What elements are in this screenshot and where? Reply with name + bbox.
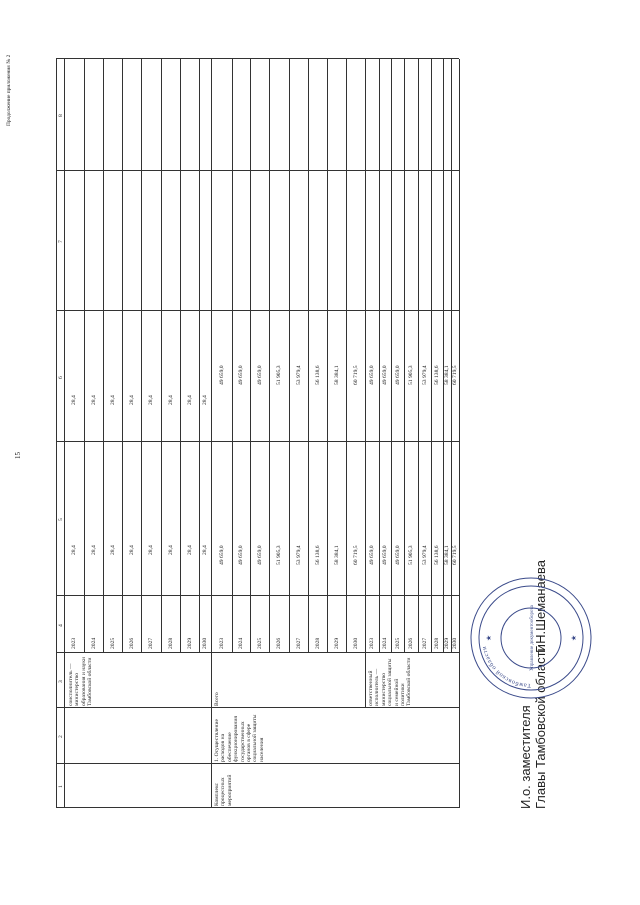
block2-total-col6-cell: 51 905,3	[276, 365, 282, 385]
block2-total-sum-cell: 49 659,0	[256, 545, 263, 565]
block2-total-col6-cell: 53 979,4	[295, 365, 302, 385]
block2-col-divider	[211, 652, 459, 653]
block1-row-line	[180, 59, 181, 653]
block1-year-cell: 2023	[71, 637, 77, 649]
coexecutor-cell: соисполнитель — министерство образования и науки Тамбовской области	[68, 657, 94, 706]
block1-col5-cell: 28,4	[167, 395, 174, 405]
block2-exec-sum-cell: 53 979,4	[421, 545, 428, 565]
block2-exec-col6-cell: 56 138,6	[434, 365, 440, 385]
block2-exec-year-cell: 2028	[434, 637, 440, 649]
block1-col-divider	[64, 763, 211, 764]
block1-col5-cell: 28,4	[71, 395, 77, 405]
block2-row-line	[250, 59, 251, 653]
page-number: 15	[14, 452, 22, 459]
block1-col-divider	[64, 595, 211, 596]
block1-col5-cell: 28,4	[109, 395, 116, 405]
block2-total-col6-cell: 49 659,0	[218, 365, 225, 385]
block2-row-line	[232, 59, 233, 653]
seal-outer-text: Тамбовской области	[480, 645, 532, 690]
block1-year-cell: 2026	[128, 637, 135, 649]
block2-total-col6-cell: 58 384,1	[333, 365, 340, 385]
seal-inner-text: Управление документооборота	[530, 605, 535, 671]
block2-total-col6-cell: 49 659,0	[256, 365, 263, 385]
column-number-1: 1	[58, 785, 64, 788]
block1-row-line	[84, 59, 85, 653]
block2-total-year-cell: 2029	[333, 637, 340, 649]
table-border-left	[56, 807, 459, 808]
block2-exec-sum-cell: 51 905,3	[408, 545, 414, 565]
block2-row-line	[289, 59, 290, 653]
block2-row-line	[327, 59, 328, 653]
block2-row-line	[379, 59, 380, 653]
header-col-divider	[56, 707, 64, 708]
block1-col-divider	[64, 170, 211, 171]
block1-col-divider	[64, 707, 211, 708]
block2-exec-sum-cell: 49 659,0	[394, 545, 401, 565]
block1-year-cell: 2028	[167, 637, 174, 649]
block2-total-sum-cell: 60 719,5	[352, 545, 359, 565]
block1-col5-cell: 28,4	[90, 395, 97, 405]
block2-total-year-cell: 2027	[295, 637, 302, 649]
block1-total-cell: 28,4	[202, 545, 208, 555]
block2-exec-year-cell: 2029	[444, 637, 450, 649]
header-col-divider	[56, 310, 64, 311]
block2-total-sum-cell: 56 138,6	[314, 545, 321, 565]
block2-col-divider	[211, 595, 459, 596]
total-label-cell: Всего	[214, 692, 220, 706]
block2-exec-sum-cell: 49 659,0	[382, 545, 388, 565]
table-border-top	[56, 59, 57, 808]
block2-exec-year-cell: 2026	[408, 637, 414, 649]
block1-row-line	[103, 59, 104, 653]
block2-row-line	[418, 59, 419, 653]
block2-row-line	[269, 59, 270, 653]
header-col-divider	[56, 652, 64, 653]
header-col-divider	[56, 441, 64, 442]
block2-total-year-cell: 2024	[238, 637, 244, 649]
block1-year-cell: 2025	[109, 637, 116, 649]
block1-row-line	[141, 59, 142, 653]
block2-exec-sum-cell: 49 659,0	[369, 545, 375, 565]
block2-col-divider	[211, 170, 459, 171]
block2-total-sum-cell: 58 384,1	[333, 545, 340, 565]
block2-col-divider	[211, 310, 459, 311]
header-col-divider	[56, 170, 64, 171]
block1-col5-cell: 28,4	[128, 395, 135, 405]
block2-total-year-cell: 2023	[218, 637, 225, 649]
column-number-7: 7	[58, 240, 64, 243]
measure-description-cell: 1. Осуществление расходов на обеспечение функционирования государственных органов в сфере социальной защиты населения	[214, 714, 265, 762]
block2-exec-col6-cell: 49 659,0	[382, 365, 388, 385]
block-divider	[211, 59, 212, 808]
block2-group-divider	[365, 59, 366, 708]
block2-exec-sum-cell: 56 138,6	[434, 545, 440, 565]
block2-exec-sum-cell: 58 384,1	[444, 545, 450, 565]
column-number-4: 4	[58, 624, 64, 627]
block1-year-cell: 2027	[148, 637, 154, 649]
block1-year-cell: 2029	[186, 637, 193, 649]
block2-exec-sum-cell: 60 719,5	[452, 545, 458, 565]
signature-title-line2: Главы Тамбовской области	[533, 644, 548, 809]
seal-star-top: ★	[485, 634, 493, 642]
block2-total-sum-cell: 51 905,3	[276, 545, 282, 565]
block2-exec-col6-cell: 51 905,3	[408, 365, 414, 385]
block1-col-divider	[64, 441, 211, 442]
block1-col-divider	[64, 310, 211, 311]
block2-total-year-cell: 2026	[276, 637, 282, 649]
column-number-3: 3	[58, 680, 64, 683]
block2-row-line	[431, 59, 432, 653]
responsible-executor-cell: ответственный исполнитель — министерство социальной защиты и семейной политики Тамбовской области	[368, 657, 413, 706]
table-border-right	[56, 58, 459, 59]
block2-exec-year-cell: 2024	[382, 637, 388, 649]
block1-total-cell: 28,4	[186, 545, 193, 555]
block1-total-cell: 28,4	[128, 545, 135, 555]
block2-exec-year-cell: 2025	[394, 637, 401, 649]
block2-col-divider	[211, 441, 459, 442]
header-col-divider	[56, 763, 64, 764]
block1-year-cell: 2024	[90, 637, 97, 649]
block1-total-cell: 28,4	[90, 545, 97, 555]
table-border-bottom	[459, 59, 460, 808]
block2-total-col6-cell: 60 719,5	[352, 365, 359, 385]
block2-exec-col6-cell: 53 979,4	[421, 365, 428, 385]
block1-total-cell: 28,4	[71, 545, 77, 555]
block2-row-line	[391, 59, 392, 653]
column-number-8: 8	[58, 114, 64, 117]
block2-row-line	[346, 59, 347, 653]
block1-col5-cell: 28,4	[186, 395, 193, 405]
block2-exec-col6-cell: 60 719,5	[452, 365, 458, 385]
block2-exec-col6-cell: 58 384,1	[444, 365, 450, 385]
block1-total-cell: 28,4	[148, 545, 154, 555]
block2-total-col6-cell: 56 138,6	[314, 365, 321, 385]
block2-total-sum-cell: 49 659,0	[218, 545, 225, 565]
block1-col-divider	[64, 652, 211, 653]
block1-row-line	[199, 59, 200, 653]
process-complex-cell: Комплекс процессных мероприятий	[214, 774, 233, 806]
header-col-divider	[56, 595, 64, 596]
block1-total-cell: 28,4	[167, 545, 174, 555]
block2-exec-year-cell: 2030	[452, 637, 458, 649]
block2-exec-col6-cell: 49 659,0	[369, 365, 375, 385]
block2-row-line	[404, 59, 405, 653]
block2-exec-year-cell: 2027	[421, 637, 428, 649]
block1-col5-cell: 28,4	[202, 395, 208, 405]
block2-total-sum-cell: 53 979,4	[295, 545, 302, 565]
block2-row-line	[308, 59, 309, 653]
seal-star-bottom: ★	[570, 634, 578, 642]
block2-col-divider	[211, 763, 459, 764]
signature-name: Г.Н.Шеманаева	[533, 559, 548, 653]
block1-total-cell: 28,4	[109, 545, 116, 555]
block2-total-year-cell: 2030	[352, 637, 359, 649]
column-number-2: 2	[58, 735, 64, 738]
column-number-5: 5	[58, 518, 64, 521]
block2-total-year-cell: 2028	[314, 637, 321, 649]
block2-total-sum-cell: 49 659,0	[238, 545, 244, 565]
block2-total-year-cell: 2025	[256, 637, 263, 649]
appendix-note: Продолжение приложения № 2	[6, 54, 12, 126]
block1-year-cell: 2030	[202, 637, 208, 649]
block2-total-col6-cell: 49 659,0	[238, 365, 244, 385]
column-number-6: 6	[58, 376, 64, 379]
block2-exec-col6-cell: 49 659,0	[394, 365, 401, 385]
official-seal-stamp	[466, 573, 596, 703]
block2-exec-year-cell: 2023	[369, 637, 375, 649]
header-row-divider	[64, 59, 65, 808]
block1-col5-cell: 28,4	[148, 395, 154, 405]
block2-col-divider	[211, 707, 459, 708]
block1-row-line	[161, 59, 162, 653]
signature-title-line1: И.о. заместителя	[518, 705, 533, 809]
block1-row-line	[122, 59, 123, 653]
